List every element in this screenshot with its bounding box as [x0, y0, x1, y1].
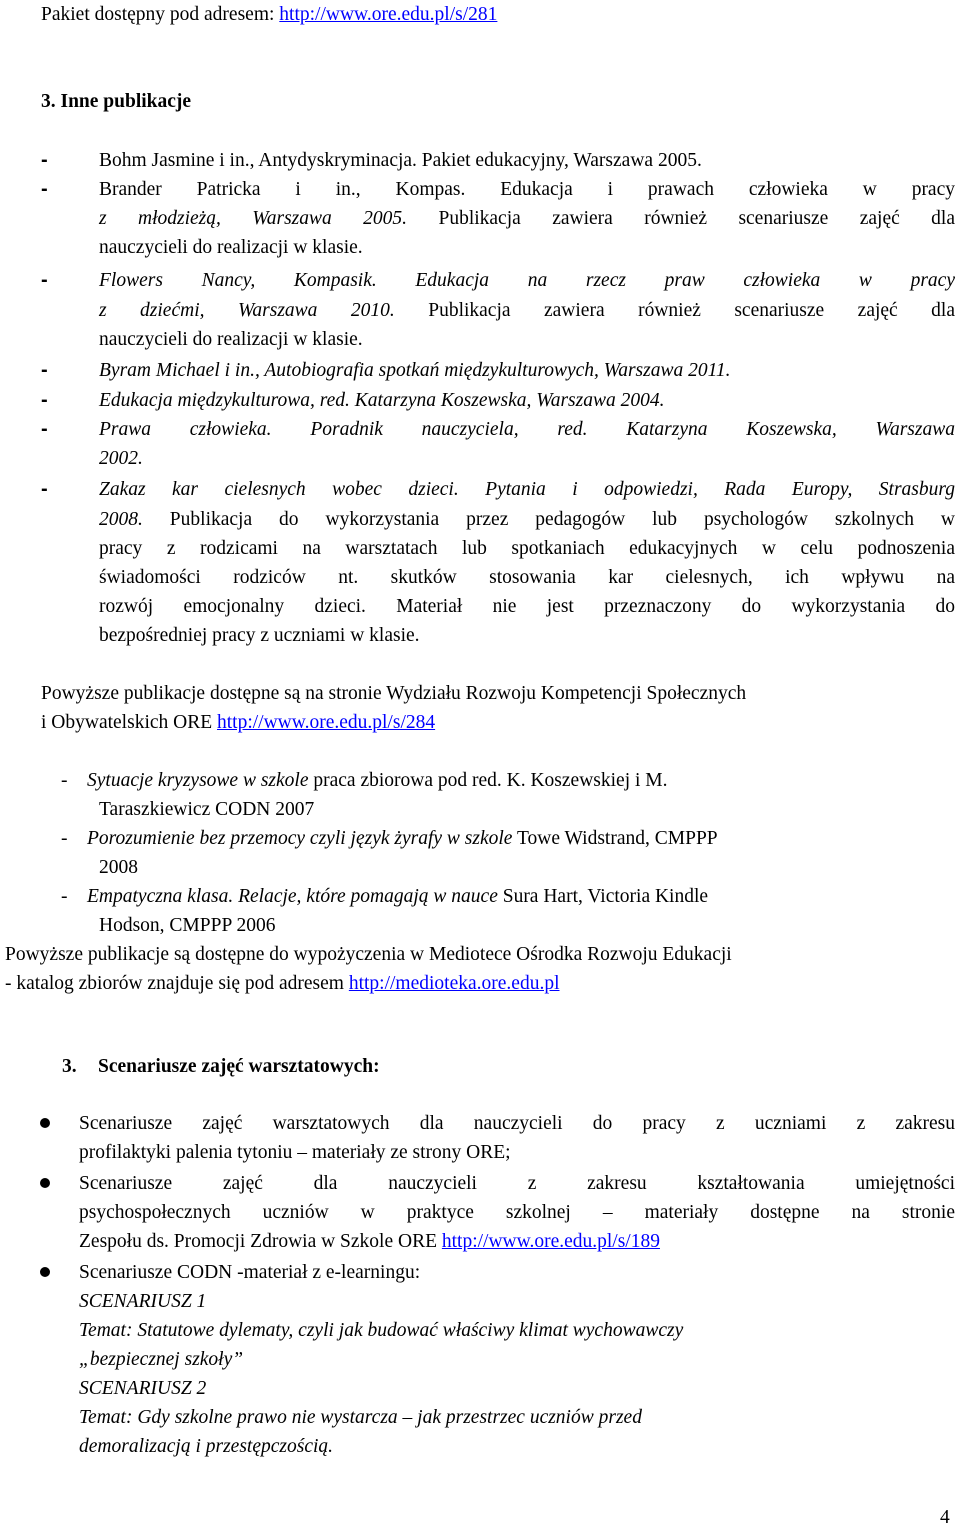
list-item-cont: nauczycieli do realizacji w klasie. — [99, 237, 363, 258]
medioteka-note-line2 — [5, 969, 560, 998]
scenario-topic: Temat: Gdy szkolne prawo nie wystarcza – jak przestrzec uczniów przed — [79, 1407, 642, 1428]
list-item: Bohm Jasmine i in., Antydyskryminacja. Pakiet edukacyjny, Warszawa 2005. — [99, 150, 702, 171]
list-dash: - — [61, 770, 68, 791]
publication-title: Porozumienie bez przemocy czyli język żyrafy w szkole — [87, 828, 513, 849]
list-item-italic: 2008. — [99, 509, 143, 530]
publication-details: Towe Widstrand, CMPPP — [512, 828, 718, 849]
scenario-topic-cont: demoralizacją i przestępczością. — [79, 1436, 334, 1457]
list-item-cont: profilaktyki palenia tytoniu – materiały ze strony ORE; — [79, 1142, 511, 1163]
list-item-text: Publikacja zawiera również scenariusze zajęć dla — [394, 300, 955, 321]
list-item-text: Publikacja zawiera również scenariusze zajęć dla — [407, 208, 955, 229]
list-item — [87, 824, 718, 853]
wydzial-note-line2 — [41, 708, 435, 737]
section-heading-scenarios: Scenariusze zajęć warsztatowych: — [98, 1056, 380, 1077]
list-item: Scenariusze zajęć warsztatowych dla nauczycieli do pracy z uczniami z zakresu — [79, 1113, 955, 1134]
wydzial-link[interactable]: http://www.ore.edu.pl/s/284 — [217, 712, 436, 733]
list-item-cont: Hodson, CMPPP 2006 — [99, 915, 276, 936]
page-number: 4 — [940, 1507, 950, 1528]
list-dash: - — [41, 389, 48, 411]
list-item-text: Zespołu ds. Promocji Zdrowia w Szkole ORE — [79, 1231, 442, 1252]
section-heading-other: 3. Inne publikacje — [41, 91, 192, 112]
medioteka-note-prefix: - katalog zbiorów znajduje się pod adresem — [5, 973, 349, 994]
scenario-topic-cont: „bezpiecznej szkoły” — [79, 1349, 244, 1370]
bullet-icon — [40, 1118, 50, 1128]
list-item-cont — [79, 1227, 660, 1256]
list-item-cont: 2002. — [99, 448, 143, 469]
list-item: Zakaz kar cielesnych wobec dzieci. Pytania i odpowiedzi, Rada Europy, Strasburg — [99, 479, 955, 500]
list-item-cont: pracy z rodzicami na warsztatach lub spotkaniach edukacyjnych w celu podnoszenia — [99, 538, 955, 559]
list-item: Edukacja międzykulturowa, red. Katarzyna Koszewska, Warszawa 2004. — [99, 390, 665, 411]
list-item-italic: z młodzieżą, Warszawa 2005. — [99, 208, 408, 229]
zdrowie-link[interactable]: http://www.ore.edu.pl/s/189 — [441, 1231, 660, 1252]
list-item — [87, 882, 708, 911]
list-dash: - — [41, 178, 48, 200]
list-item: Byram Michael i in., Autobiografia spotkań międzykulturowych, Warszawa 2011. — [99, 360, 731, 381]
list-item-cont: nauczycieli do realizacji w klasie. — [99, 329, 363, 350]
list-item-cont — [99, 296, 955, 325]
availability-prefix: Pakiet dostępny pod adresem: — [41, 4, 280, 25]
list-item-cont: bezpośredniej pracy z uczniami w klasie. — [99, 625, 420, 646]
list-item-cont — [99, 505, 955, 534]
list-item: Brander Patricka i in., Kompas. Edukacja i prawach człowieka w pracy — [99, 179, 955, 200]
list-dash: - — [41, 418, 48, 440]
scenario-title: SCENARIUSZ 1 — [79, 1291, 207, 1312]
list-item: Prawa człowieka. Poradnik nauczyciela, red. Katarzyna Koszewska, Warszawa — [99, 419, 955, 440]
wydzial-note: Powyższe publikacje dostępne są na stronie Wydziału Rozwoju Kompetencji Społecznych — [41, 683, 747, 704]
section-heading-number: 3. — [62, 1056, 77, 1077]
publication-title: Sytuacje kryzysowe w szkole — [87, 770, 309, 791]
list-item-italic: z dziećmi, Warszawa 2010. — [99, 300, 395, 321]
list-item: Flowers Nancy, Kompasik. Edukacja na rzecz praw człowieka w pracy — [99, 270, 955, 291]
publication-details: Sura Hart, Victoria Kindle — [497, 886, 709, 907]
list-item-cont — [99, 204, 955, 233]
medioteka-link[interactable]: http://medioteka.ore.edu.pl — [348, 973, 560, 994]
medioteka-note: Powyższe publikacje są dostępne do wypożyczenia w Mediotece Ośrodka Rozwoju Edukacji — [5, 944, 732, 965]
list-dash: - — [41, 269, 48, 291]
list-item: Scenariusze CODN -materiał z e-learningu: — [79, 1262, 421, 1283]
bullet-icon — [40, 1178, 50, 1188]
availability-line — [41, 0, 497, 29]
availability-link[interactable]: http://www.ore.edu.pl/s/281 — [279, 4, 498, 25]
publication-details: praca zbiorowa pod red. K. Koszewskiej i M. — [308, 770, 668, 791]
list-item: Scenariusze zajęć dla nauczycieli z zakresu kształtowania umiejętności — [79, 1173, 955, 1194]
bullet-icon — [40, 1267, 50, 1277]
publication-title: Empatyczna klasa. Relacje, które pomagają w nauce — [87, 886, 498, 907]
list-item — [87, 766, 668, 795]
scenario-title: SCENARIUSZ 2 — [79, 1378, 207, 1399]
list-item-text: Publikacja do wykorzystania przez pedagogów lub psychologów szkolnych w — [142, 509, 955, 530]
list-item-cont: świadomości rodziców nt. skutków stosowania kar cielesnych, ich wpływu na — [99, 567, 955, 588]
list-dash: - — [41, 359, 48, 381]
list-dash: - — [61, 828, 68, 849]
list-item-cont: psychospołecznych uczniów w praktyce szkolnej – materiały dostępne na stronie — [79, 1202, 955, 1223]
list-dash: - — [61, 886, 68, 907]
list-dash: - — [41, 149, 48, 171]
wydzial-note-prefix: i Obywatelskich ORE — [41, 712, 218, 733]
scenario-topic: Temat: Statutowe dylematy, czyli jak budować właściwy klimat wychowawczy — [79, 1320, 684, 1341]
list-item-cont: 2008 — [99, 857, 138, 878]
list-item-cont: rozwój emocjonalny dzieci. Materiał nie jest przeznaczony do wykorzystania do — [99, 596, 955, 617]
list-item-cont: Taraszkiewicz CODN 2007 — [99, 799, 315, 820]
list-dash: - — [41, 478, 48, 500]
